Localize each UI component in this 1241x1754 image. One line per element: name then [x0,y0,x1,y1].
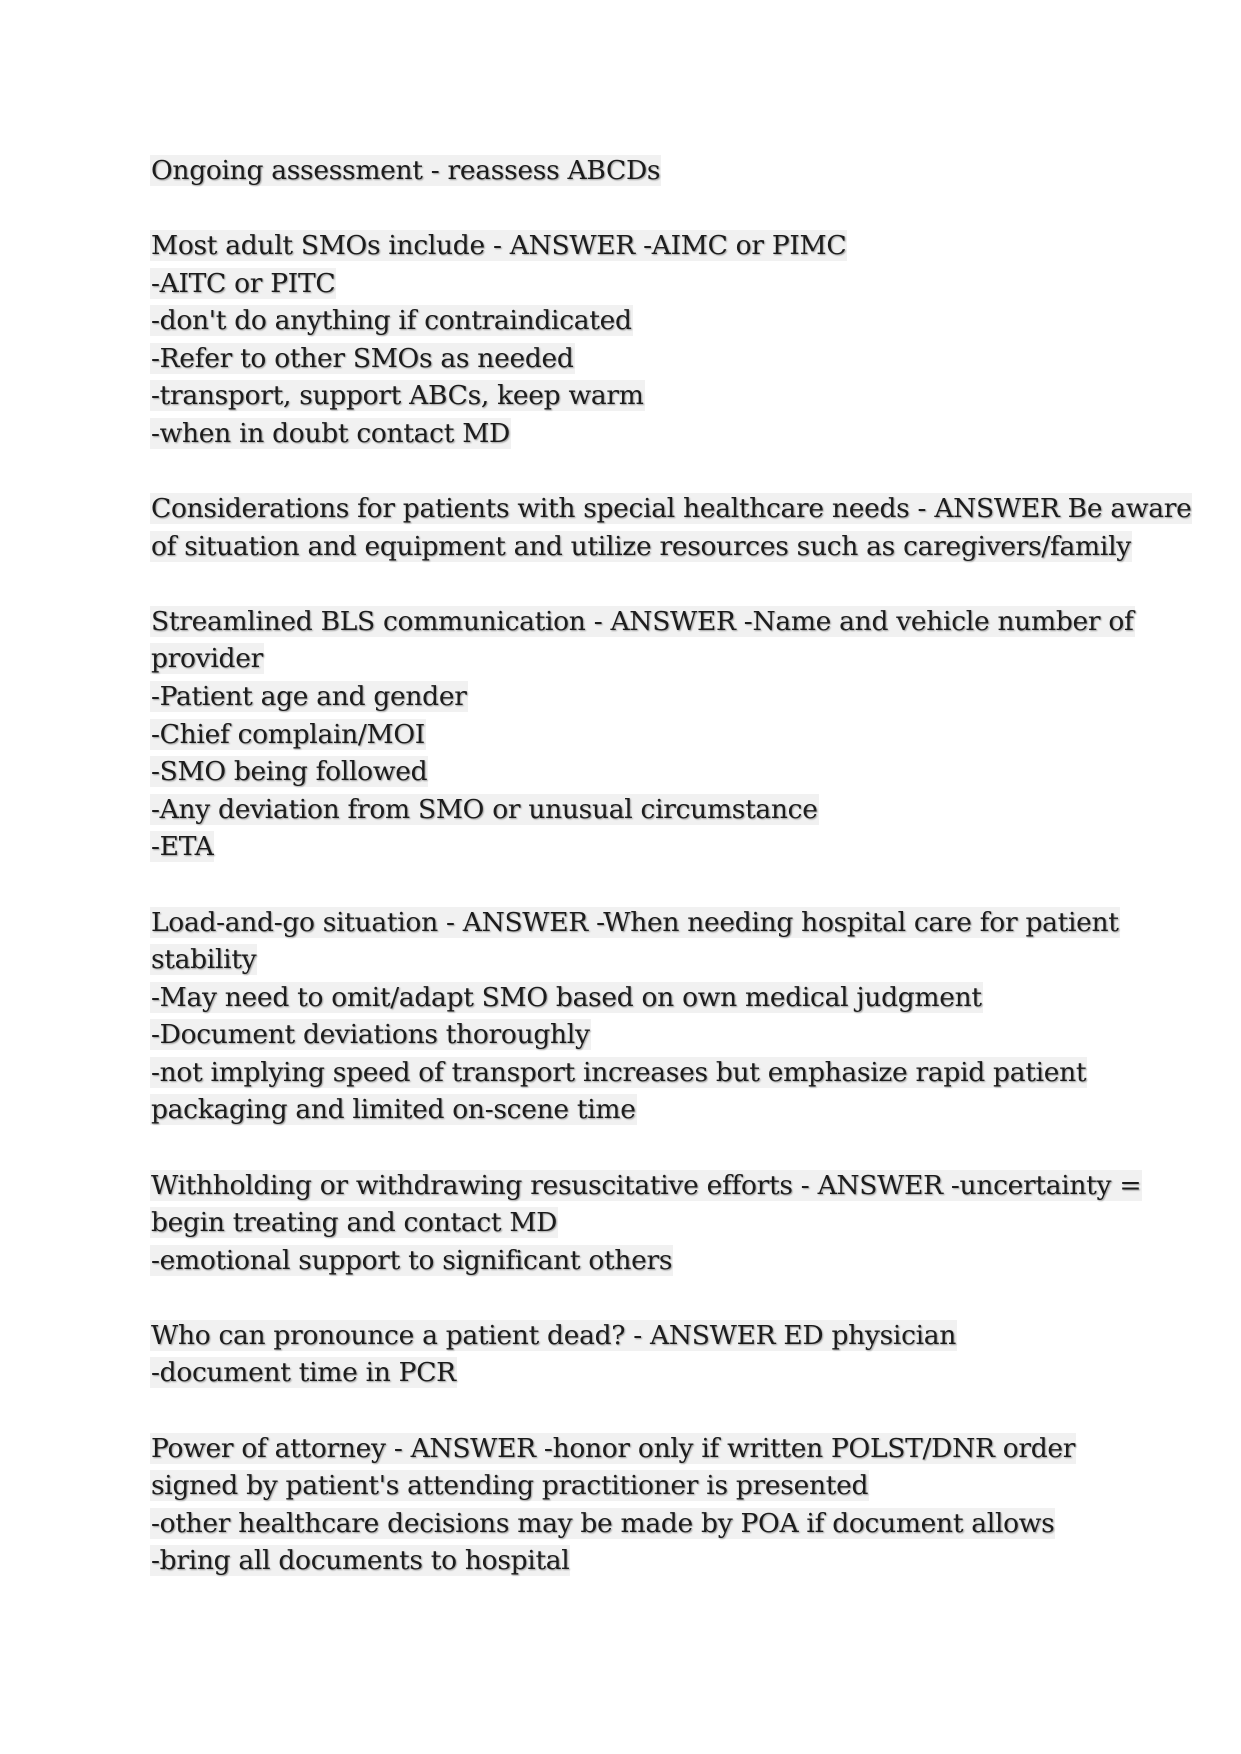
text-line: of situation and equipment and utilize resources such as caregivers/family [151,530,1131,562]
text-line: -ETA [151,831,214,863]
text-line: -transport, support ABCs, keep warm [151,380,644,412]
entry-load-and-go [150,904,1150,1130]
text-line: Most adult SMOs include - ANSWER -AIMC or PIMC [151,230,847,262]
text-line: -Chief complain/MOI [151,718,425,750]
entry-power-of-attorney [150,1430,1150,1580]
document-body [150,152,1192,1617]
entry-resuscitative-efforts [150,1167,1150,1280]
text-line: Power of attorney - ANSWER -honor only if written POLST/DNR order [151,1432,1076,1464]
text-line: -Patient age and gender [151,681,467,713]
text-line: Streamlined BLS communication - ANSWER -Name and vehicle number of [151,605,1134,637]
text-line: -May need to omit/adapt SMO based on own medical judgment [151,981,982,1013]
text-line: Load-and-go situation - ANSWER -When needing hospital care for patient [151,906,1119,938]
text-line: -Refer to other SMOs as needed [151,342,574,374]
text-line: signed by patient's attending practitioner is presented [151,1470,869,1502]
entry-special-healthcare-needs [150,490,1192,565]
text-line: -don't do anything if contraindicated [151,305,632,337]
text-line: -Document deviations thoroughly [151,1019,590,1051]
text-line: packaging and limited on-scene time [151,1094,636,1126]
text-line: Ongoing assessment - reassess ABCDs [151,155,661,186]
entry-adult-smos [150,227,1150,453]
text-line: -when in doubt contact MD [151,418,510,450]
entry-pronounce-dead [150,1317,1150,1392]
text-line: Withholding or withdrawing resuscitative efforts - ANSWER -uncertainty = [151,1169,1142,1201]
text-line: -AITC or PITC [151,267,336,299]
text-line: -bring all documents to hospital [151,1545,570,1577]
text-line: provider [151,643,263,675]
text-line: -emotional support to significant others [151,1244,673,1276]
text-line: Who can pronounce a patient dead? - ANSWER ED physician [151,1319,957,1351]
entry-bls-communication [150,603,1150,866]
text-line: begin treating and contact MD [151,1207,558,1239]
text-line: -other healthcare decisions may be made by POA if document allows [151,1507,1055,1539]
text-line: -Any deviation from SMO or unusual circumstance [151,793,818,825]
text-line: -SMO being followed [151,756,428,788]
text-line: -document time in PCR [151,1357,456,1389]
entry-ongoing-assessment [150,152,1150,190]
text-line: Considerations for patients with special healthcare needs - ANSWER Be aware [151,493,1192,525]
text-line: stability [151,944,257,976]
text-line: -not implying speed of transport increases but emphasize rapid patient [151,1056,1087,1088]
